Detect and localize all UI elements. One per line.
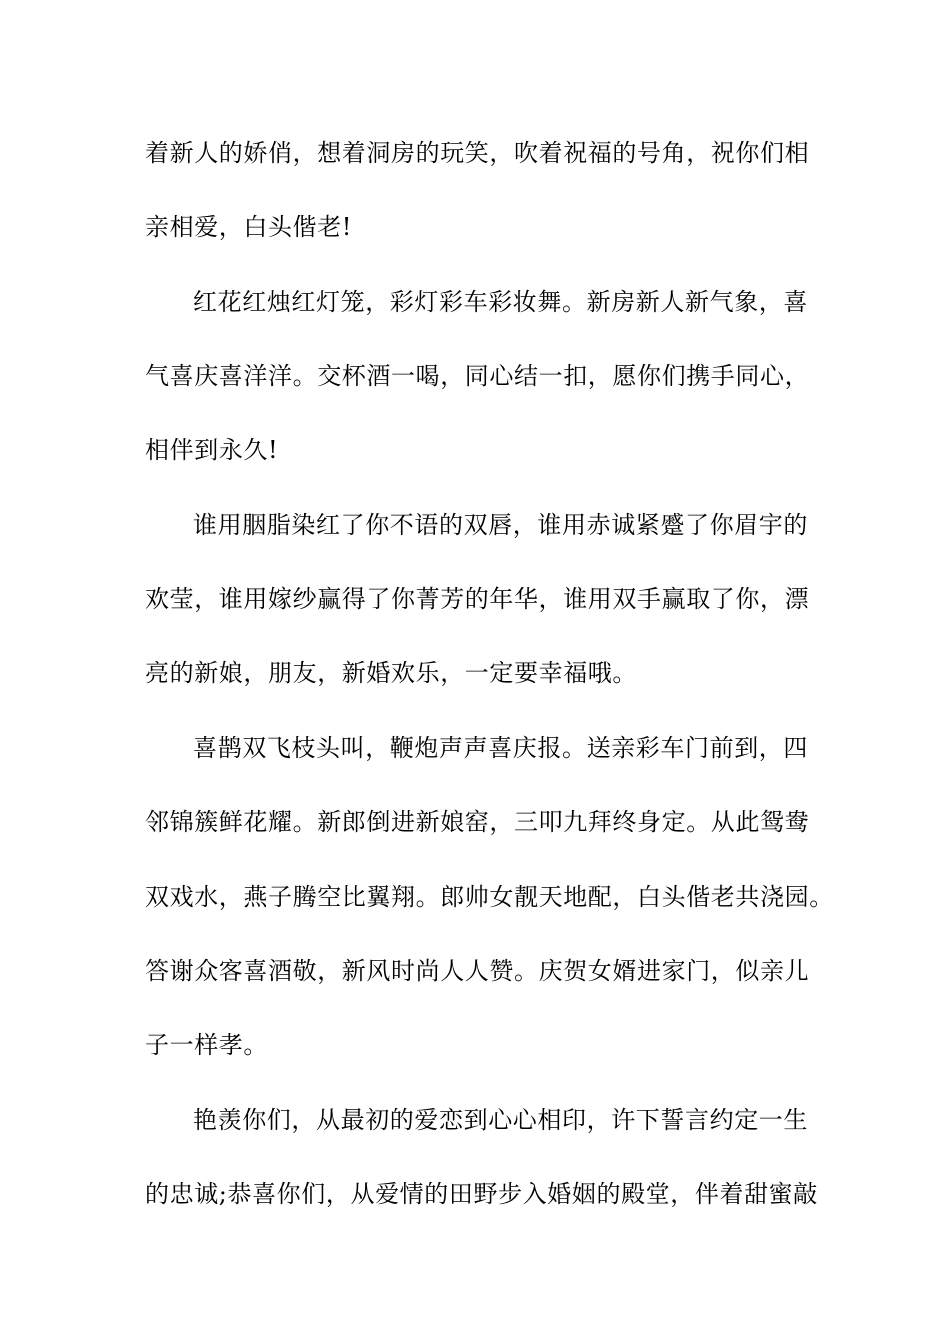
text-line: 子一样孝。 [145,1031,268,1059]
text-line: 答谢众客喜酒敬，新风时尚人人赞。庆贺女婿进家门，似亲儿 [145,957,810,985]
paragraph-first-line: 艳羡你们，从最初的爱恋到心心相印，许下誓言约定一生 [193,1106,808,1134]
text-line: 相伴到永久! [145,436,279,464]
text-line: 亲相爱，白头偕老! [145,213,353,241]
paragraph-first-line: 谁用胭脂染红了你不语的双唇，谁用赤诚紧蹙了你眉宇的 [193,511,808,539]
text-line: 的忠诚;恭喜你们，从爱情的田野步入婚姻的殿堂，伴着甜蜜敲 [145,1180,818,1208]
paragraph-first-line: 红花红烛红灯笼，彩灯彩车彩妆舞。新房新人新气象，喜 [193,288,808,316]
text-line: 亮的新娘，朋友，新婚欢乐，一定要幸福哦。 [145,659,637,687]
paragraph-first-line: 喜鹊双飞枝头叫，鞭炮声声喜庆报。送亲彩车门前到，四 [193,734,808,762]
text-line: 双戏水，燕子腾空比翼翔。郎帅女靓天地配，白头偕老共浇园。 [145,883,834,911]
text-line: 欢莹，谁用嫁纱赢得了你菁芳的年华，谁用双手赢取了你，漂 [145,585,810,613]
text-line: 着新人的娇俏，想着洞房的玩笑，吹着祝福的号角，祝你们相 [145,139,810,167]
text-line: 邻锦簇鲜花耀。新郎倒进新娘窑，三叩九拜终身定。从此鸳鸯 [145,808,810,836]
text-line: 气喜庆喜洋洋。交杯酒一喝，同心结一扣，愿你们携手同心， [145,362,810,390]
